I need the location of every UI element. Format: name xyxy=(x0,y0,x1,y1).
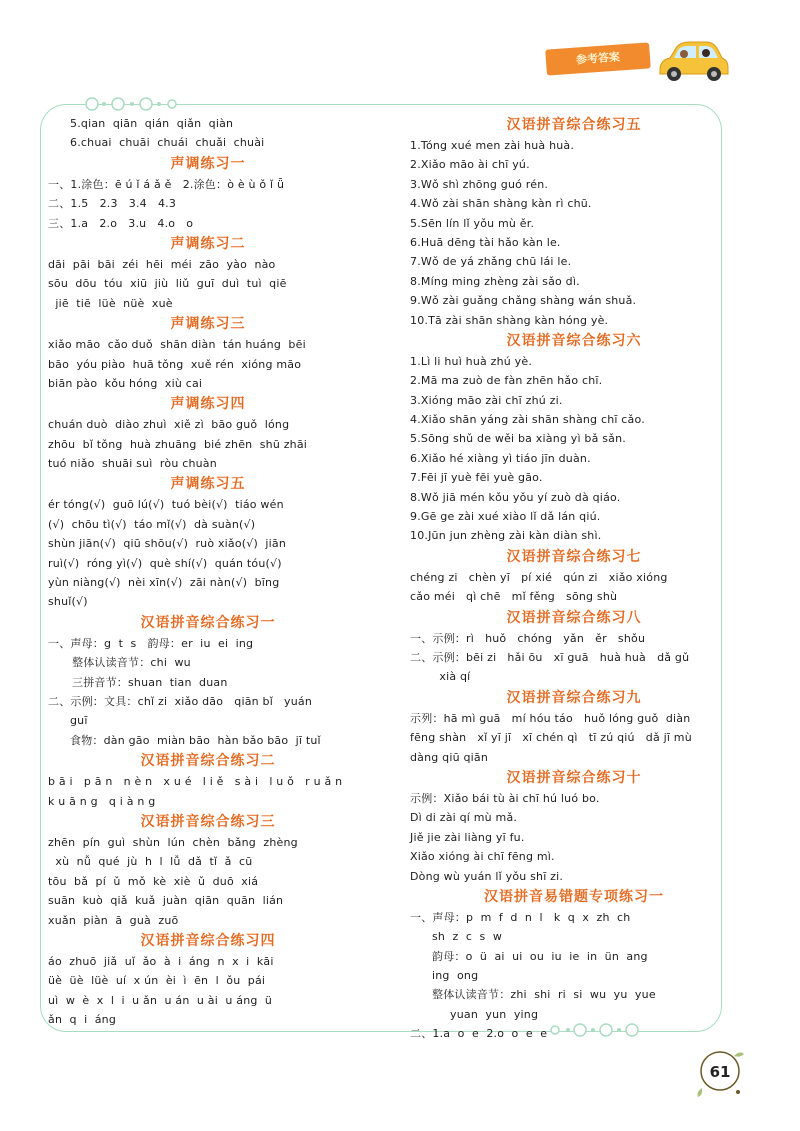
answer-line: 示例：Xiǎo bái tù ài chī hú luó bo. xyxy=(410,791,600,805)
answer-line: zhōu bǐ tǒng huà zhuāng bié zhēn shū zhāi xyxy=(48,437,308,451)
answer-line: chuán duò diào zhuì xiě zì bāo guǒ lóng xyxy=(48,418,290,432)
answer-line: ruì(√) róng yì(√) què shí(√) quán tóu(√) xyxy=(48,556,282,570)
answer-line: üè üè lüè uí x ún èi ì ēn l ǒu pái xyxy=(48,974,266,988)
answer-line: 一、声母：g t s 韵母：er iu ei ing xyxy=(48,636,254,650)
answer-line: 6.Huā dēng tài hǎo kàn le. xyxy=(410,235,561,249)
section-title: 汉语拼音综合练习六 xyxy=(506,332,642,349)
answer-line: Dòng wù yuán lǐ yǒu shī zi. xyxy=(410,869,564,883)
section-title: 声调练习二 xyxy=(170,235,246,252)
answer-line: 食物：dàn gāo miàn bāo hàn bǎo bāo jī tuǐ xyxy=(70,733,321,747)
answer-line: 三、1.a 2.o 3.u 4.o o xyxy=(48,216,194,230)
answer-line: xià qí xyxy=(432,670,471,684)
answer-line: 9.Wǒ zài guǎng chǎng shàng wán shuǎ. xyxy=(410,294,637,308)
answer-column-left xyxy=(48,114,368,1029)
answer-line: 4.Wǒ zài shān shàng kàn rì chū. xyxy=(410,197,592,211)
section-title: 汉语拼音综合练习二 xyxy=(140,753,276,770)
answer-line: 8.Wǒ jiā mén kǒu yǒu yí zuò dà qiáo. xyxy=(410,490,621,504)
answer-line: chéng zi chèn yī pí xié qún zi xiǎo xióng xyxy=(410,570,668,584)
answer-line: sh z c s w xyxy=(432,930,503,944)
answer-line: 整体认读音节：zhi shi ri si wu yu yue xyxy=(432,988,656,1002)
answer-line: guī xyxy=(70,714,88,728)
section-title: 声调练习四 xyxy=(170,396,246,413)
section-title: 汉语拼音综合练习七 xyxy=(506,548,642,565)
section-title: 汉语拼音综合练习十 xyxy=(506,769,642,786)
answer-line: ing ong xyxy=(432,969,479,983)
answer-line: 一、声母：p m f d n l k q x zh ch xyxy=(410,910,631,924)
answer-line: 一、示例：rì huǒ chóng yǎn ěr shǒu xyxy=(410,631,646,645)
answer-line: xuǎn piàn ā guà zuō xyxy=(48,913,179,927)
answer-line: 2.Xiǎo māo ài chī yú. xyxy=(410,158,530,172)
answer-line: shuǐ(√) xyxy=(48,595,88,609)
section-title: 声调练习一 xyxy=(170,155,246,172)
answer-line: 10.Tā zài shān shàng kàn hóng yè. xyxy=(410,313,609,327)
section-title: 汉语拼音综合练习九 xyxy=(506,689,642,706)
answer-line: 1.Lì li huì huà zhú yè. xyxy=(410,354,533,368)
answer-line: k u ā n g q i à n g xyxy=(48,794,156,808)
answer-line: ǎn q i áng xyxy=(48,1013,117,1027)
answer-line: uì w è x l i u ǎn u án u ài u áng ü xyxy=(48,993,273,1007)
answer-line: 5.qian qiān qián qiǎn qiàn xyxy=(70,117,234,130)
answer-line: ér tóng(√) guō lú(√) tuó bèi(√) tiáo wén xyxy=(48,498,284,512)
answer-line: 二、示例：文具：chǐ zi xiǎo dāo qiān bǐ yuán xyxy=(48,694,313,708)
answer-line: cǎo méi qì chē mǐ fěng sōng shù xyxy=(410,590,618,604)
answer-line: 4.Xiǎo shān yáng zài shān shàng chī cǎo. xyxy=(410,413,645,427)
answer-line: dāi pāi bāi zéi hēi méi zāo yào nào xyxy=(48,257,276,271)
section-title: 声调练习五 xyxy=(170,476,246,493)
section-title: 声调练习三 xyxy=(170,316,246,333)
answer-line: Xiǎo xióng ài chī fēng mì. xyxy=(410,850,555,864)
answer-line: tōu bǎ pí ǔ mǒ kè xiè ǔ duō xiá xyxy=(48,874,259,888)
answer-line: zhēn pín guì shùn lún chèn bǎng zhèng xyxy=(48,835,298,849)
answer-line: Dì di zài qí mù mǎ. xyxy=(410,811,518,825)
answer-line: biān pào kǒu hóng xiù cai xyxy=(48,376,203,390)
answer-line: dàng qiū qiān xyxy=(410,750,489,764)
answer-line: suān kuò qiǎ kuǎ juàn qiān quān lián xyxy=(48,894,284,908)
answer-line: jiē tiē lüè nüè xuè xyxy=(48,296,173,310)
answer-line: 三拼音节：shuan tian duan xyxy=(72,675,228,689)
answer-line: b ā i p ā n n è n x u é l i ě s à i l u ǒ r u ǎ n xyxy=(48,775,343,789)
answer-line: 10.Jūn jun zhèng zài kàn diàn shì. xyxy=(410,529,602,543)
answer-line: 6.chuai chuāi chuái chuǎi chuài xyxy=(70,136,265,150)
answer-line: 6.Xiǎo hé xiàng yì tiáo jīn duàn. xyxy=(410,451,591,465)
answer-line: 8.Míng ming zhèng zài sǎo dì. xyxy=(410,274,580,288)
page-number: 61 xyxy=(709,1063,731,1081)
answer-line: 一、1.涂色：ē ú ǐ á ǎ ě 2.涂色：ò è ù ǒ ǐ ǖ xyxy=(48,177,285,191)
answer-column-right xyxy=(410,114,718,1044)
answer-line: yùn niàng(√) nèi xīn(√) zāi nàn(√) bīng xyxy=(48,576,280,590)
answer-line: fēng shàn xǐ yī jī xī chén qì tī zú qiú dǎ jī mù xyxy=(410,731,692,745)
answer-line: 5.Sōng shǔ de wěi ba xiàng yì bǎ sǎn. xyxy=(410,432,626,446)
section-title: 汉语拼音综合练习三 xyxy=(140,813,276,830)
answer-line: 7.Fēi jī yuè fēi yuè gāo. xyxy=(410,471,543,485)
answer-line: 3.Xióng māo zài chī zhú zi. xyxy=(410,393,563,407)
answer-line: yuan yun ying xyxy=(450,1007,539,1021)
answer-line: Jiě jie zài liàng yī fu. xyxy=(410,830,525,844)
answer-line: (√) chōu tì(√) táo mǐ(√) dà suàn(√) xyxy=(48,517,256,531)
section-title: 汉语拼音综合练习一 xyxy=(140,614,276,631)
answer-line: tuó niǎo shuāi suì ròu chuàn xyxy=(48,457,217,471)
car-icon xyxy=(654,36,730,84)
answer-line: bāo yóu piào huā tǒng xuě rén xióng māo xyxy=(48,357,302,371)
answer-line: 3.Wǒ shì zhōng guó rén. xyxy=(410,177,549,191)
answer-line: 2.Mā ma zuò de fàn zhēn hǎo chī. xyxy=(410,374,603,388)
answer-line: sōu dōu tóu xiū jiù liǔ guī duì tuì qiē xyxy=(48,277,287,291)
section-title: 汉语拼音综合练习八 xyxy=(506,609,642,626)
answer-line: áo zhuō jiǎ uǐ ǎo à i áng n x i kāi xyxy=(48,954,274,968)
section-title: 汉语拼音易错题专项练习一 xyxy=(484,888,664,905)
answer-line: 1.Tóng xué men zài huà huà. xyxy=(410,139,575,152)
answer-line: 整体认读音节：chi wu xyxy=(72,656,191,670)
answer-line: 7.Wǒ de yá zhǎng chū lái le. xyxy=(410,255,572,269)
reference-answer-tab: 参考答案 xyxy=(545,42,651,75)
answer-line: 9.Gē ge zài xué xiào lǐ dǎ lán qiú. xyxy=(410,510,601,524)
answer-line: xiǎo māo cǎo duǒ shān diàn tán huáng bēi xyxy=(48,338,306,352)
answer-line: 二、1.a o e 2.o o e e xyxy=(410,1027,548,1041)
answer-line: 示列：hā mì guā mí hóu táo huǒ lóng guǒ diàn xyxy=(410,711,691,725)
answer-line: 二、示例：bēi zi hǎi ōu xī guā huà huà dǎ gǔ xyxy=(410,650,690,664)
section-title: 汉语拼音综合练习五 xyxy=(506,117,642,133)
answer-line: xù nǚ qué jù h l lǚ dǎ tǐ ǎ cū xyxy=(48,855,253,869)
answer-line: 韵母：o ü ai ui ou iu ie in ün ang xyxy=(432,949,648,963)
answer-line: 二、1.5 2.3 3.4 4.3 xyxy=(48,197,177,211)
section-title: 汉语拼音综合练习四 xyxy=(140,932,276,949)
answer-line: shùn jiān(√) qiū shōu(√) ruò xiǎo(√) jiān xyxy=(48,537,287,551)
answer-line: 5.Sēn lín lǐ yǒu mù ěr. xyxy=(410,216,535,230)
